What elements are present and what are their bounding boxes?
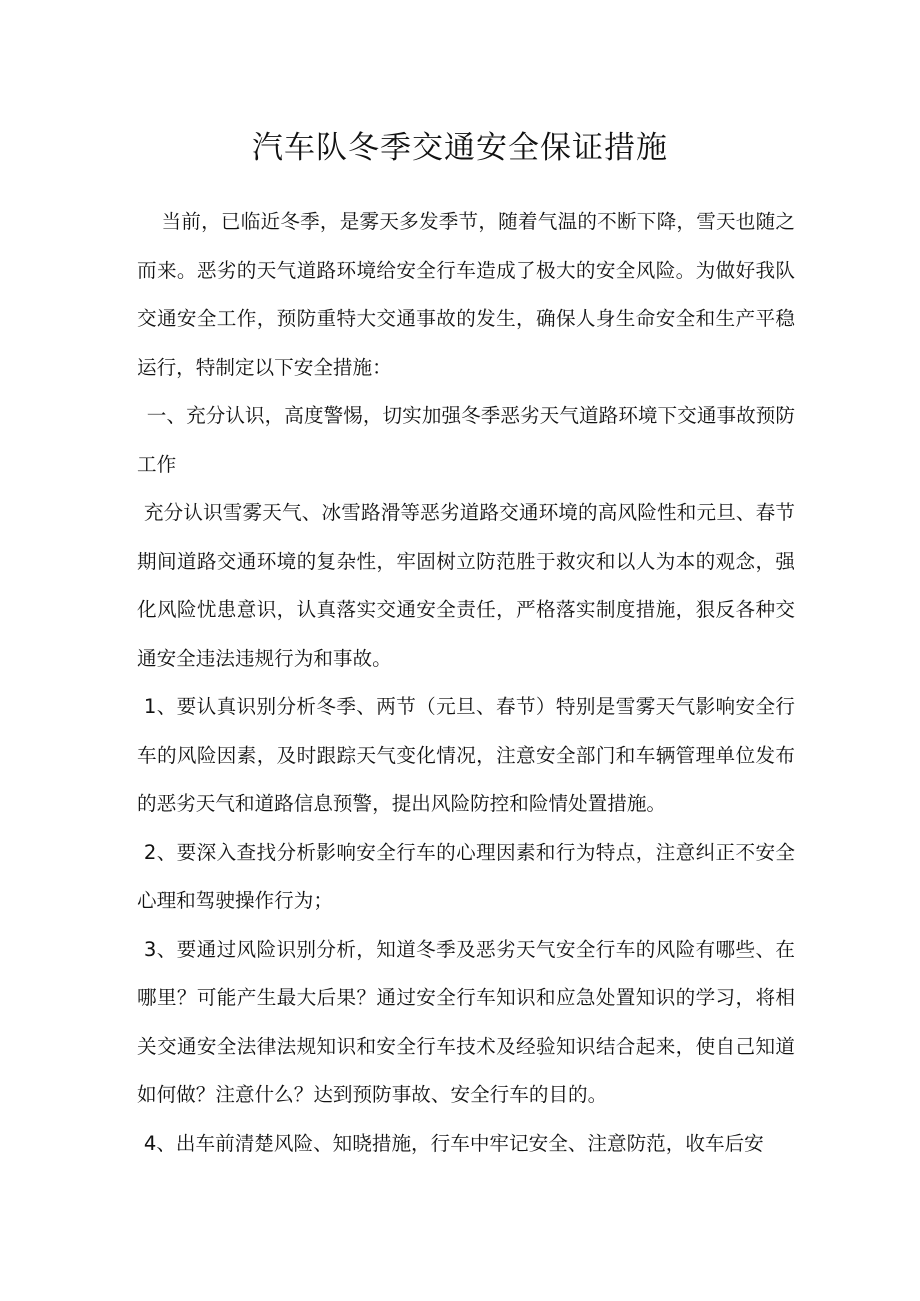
list-item-4: 4、出车前清楚风险、知晓措施，行车中牢记安全、注意防范，收车后安	[143, 1131, 764, 1155]
list-item-1: 1、要认真识别分析冬季、两节（元旦、春节）特别是雪雾天气影响安全行车的风险因素，及时跟踪天气变化情况，注意安全部门和车辆管理单位发布的恶劣天气和道路信息预警，提出风险防控和险情处置措施。	[137, 695, 795, 815]
document-body	[137, 198, 795, 1168]
section-1-body: 充分认识雪雾天气、冰雪路滑等恶劣道路交通环境的高风险性和元旦、春节期间道路交通环境的复杂性，牢固树立防范胜于救灾和以人为本的观念，强化风险忧患意识，认真落实交通安全责任，严格落实制度措施，狠反各种交通安全违法违规行为和事故。	[137, 501, 795, 670]
paragraph-intro: 当前，已临近冬季，是雾天多发季节，随着气温的不断下降，雪天也随之而来。恶劣的天气道路环境给安全行车造成了极大的安全风险。为做好我队交通安全工作，预防重特大交通事故的发生，确保人身生命安全和生产平稳运行，特制定以下安全措施：	[137, 210, 795, 379]
list-item-2: 2、要深入查找分析影响安全行车的心理因素和行为特点，注意纠正不安全心理和驾驶操作行为；	[137, 840, 795, 912]
document-title: 汽车队冬季交通安全保证措施	[252, 130, 668, 166]
list-item-3: 3、要通过风险识别分析，知道冬季及恶劣天气安全行车的风险有哪些、在哪里？可能产生最大后果？通过安全行车知识和应急处置知识的学习，将相关交通安全法律法规知识和安全行车技术及经验知识结合起来，使自己知道如何做？注意什么？达到预防事故、安全行车的目的。	[137, 937, 795, 1106]
section-1-heading: 一、充分认识，高度警惕，切实加强冬季恶劣天气道路环境下交通事故预防工作	[137, 404, 795, 476]
